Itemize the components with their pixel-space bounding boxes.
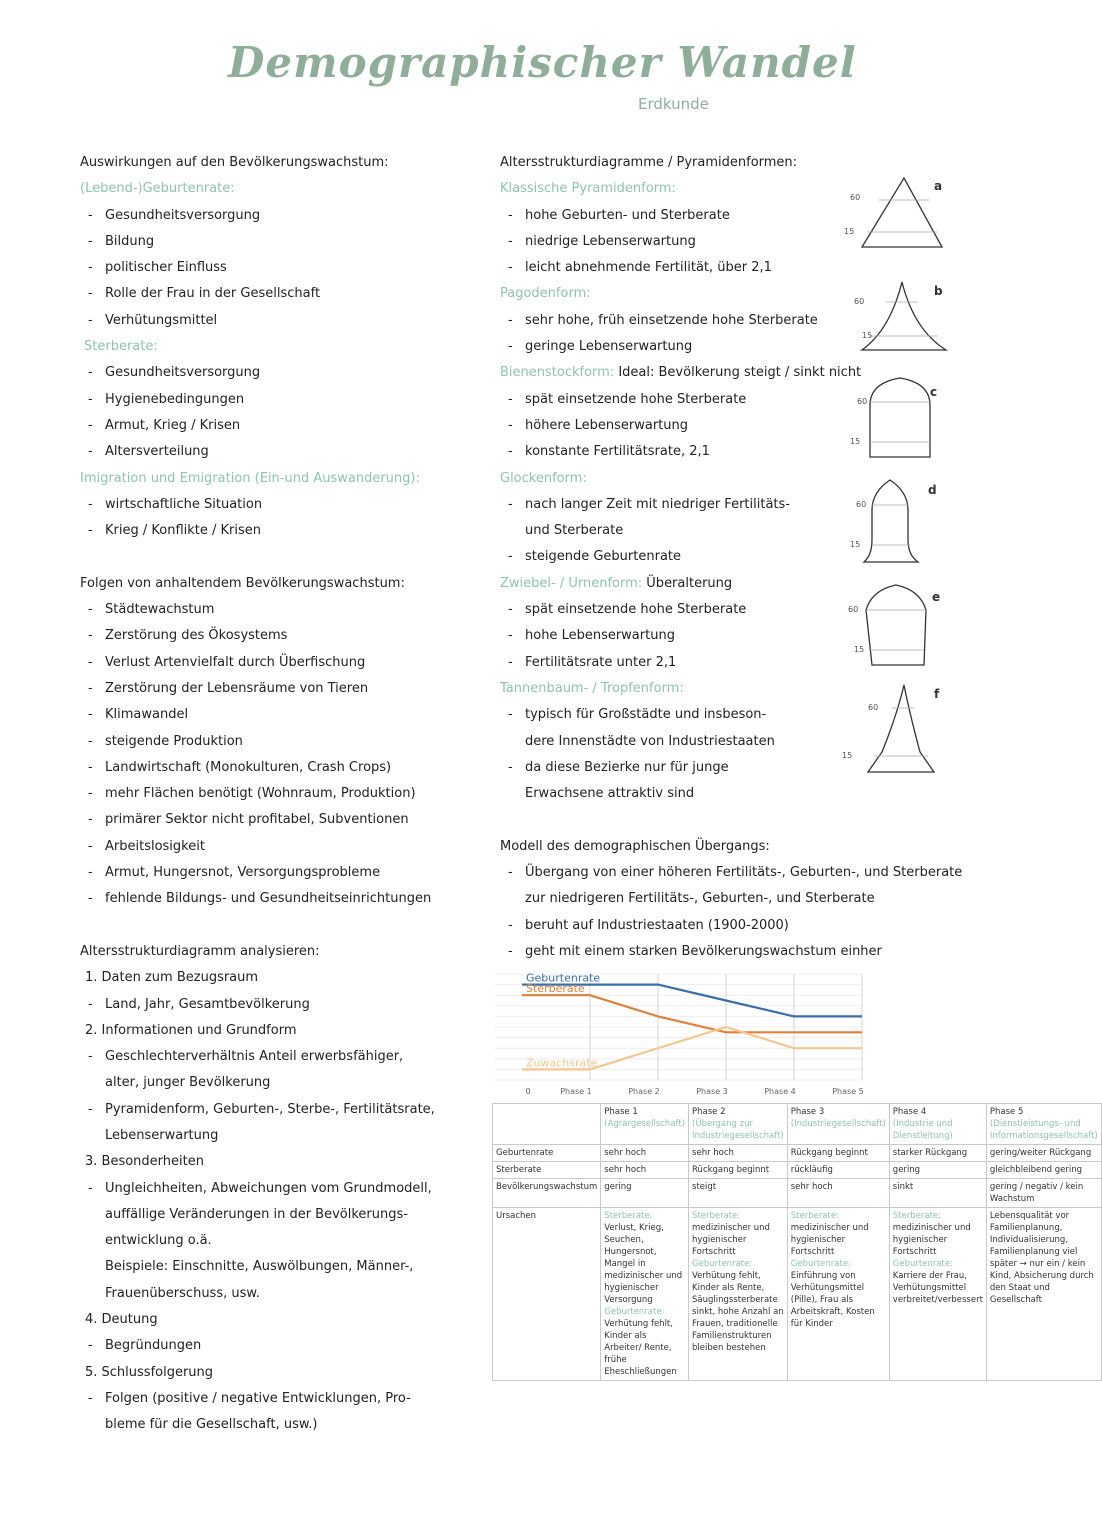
tick-15: 15 bbox=[842, 751, 853, 760]
table-row bbox=[493, 1162, 1102, 1179]
list-item: - Hygienebedingungen bbox=[80, 387, 480, 413]
list-item: - Folgen (positive / negative Entwicklungen, Pro- bbox=[80, 1386, 480, 1412]
list-item-continuation: dere Innenstädte von Industriestaaten bbox=[525, 733, 775, 749]
row-label: Bevölkerungswachstum bbox=[493, 1179, 601, 1208]
analyse-heading: Altersstrukturdiagramm analysieren: bbox=[80, 943, 320, 959]
list-item: - Zerstörung des Ökosystems bbox=[80, 623, 480, 649]
list-item: - Land, Jahr, Gesamtbevölkerung bbox=[80, 992, 480, 1018]
tick-60: 60 bbox=[854, 297, 865, 306]
auswirkungen-heading: Auswirkungen auf den Bevölkerungswachstum: bbox=[80, 155, 389, 170]
x-tick-label: Phase 4 bbox=[764, 1087, 796, 1096]
table-cell: steigt bbox=[689, 1179, 788, 1208]
list-item: - nach langer Zeit mit niedriger Fertilitäts- bbox=[500, 492, 1000, 518]
analyse-step: 3. Besonderheiten bbox=[85, 1154, 204, 1170]
x-tick-label: Phase 1 bbox=[560, 1087, 592, 1096]
sterberate-heading: Sterberate: bbox=[84, 339, 158, 355]
table-cell: sehr hoch bbox=[787, 1179, 889, 1208]
table-cell: Rückgang beginnt bbox=[787, 1145, 889, 1162]
list-item: - politischer Einfluss bbox=[80, 255, 480, 281]
list-item: - geht mit einem starken Bevölkerungswachstum einher bbox=[500, 939, 1000, 965]
phases-table bbox=[492, 1103, 1102, 1381]
list-item: - Klimawandel bbox=[80, 702, 480, 728]
tick-15: 15 bbox=[850, 540, 861, 549]
list-item: - Altersverteilung bbox=[80, 439, 480, 465]
table-cell: Rückgang beginnt bbox=[689, 1162, 788, 1179]
list-item: - Begründungen bbox=[80, 1333, 480, 1359]
list-item: - Fertilitätsrate unter 2,1 bbox=[500, 650, 1000, 676]
modell-heading: Modell des demographischen Übergangs: bbox=[500, 838, 770, 854]
table-cell: Sterberate: Verlust, Krieg, Seuchen, Hungersnot, Mangel in medizinischer und hygienischer Versorgung Geburtenrate: Verhütung fehlt, Kinder als Arbeiter/ Rente, frühe Eheschließungen bbox=[601, 1208, 689, 1381]
list-item: - Rolle der Frau in der Gesellschaft bbox=[80, 281, 480, 307]
list-item: - steigende Produktion bbox=[80, 729, 480, 755]
list-item: - Übergang von einer höheren Fertilitäts-, Geburten-, und Sterberate bbox=[500, 860, 1000, 886]
list-item: - Pyramidenform, Geburten-, Sterbe-, Fertilitätsrate, bbox=[80, 1097, 480, 1123]
shape-label-e: e bbox=[932, 590, 941, 604]
pyramid-shape-d bbox=[864, 480, 918, 562]
table-header-cell: Phase 2 (Übergang zur Industriegesellschaft) bbox=[689, 1104, 788, 1145]
glocke-heading: Glockenform: bbox=[500, 470, 587, 486]
table-cell: Sterberate: medizinischer und hygienischer Fortschritt Geburtenrate: Einführung von Verhütungsmittel (Pille), Frau als Arbeitskraft, Kosten für Kinder bbox=[787, 1208, 889, 1381]
table-row bbox=[493, 1145, 1102, 1162]
table-row bbox=[493, 1179, 1102, 1208]
pyramid-shapes bbox=[842, 170, 962, 790]
x-tick-label: Phase 5 bbox=[832, 1087, 864, 1096]
list-item: - Gesundheitsversorgung bbox=[80, 203, 480, 229]
klassisch-heading: Klassische Pyramidenform: bbox=[500, 181, 676, 197]
zwiebel-heading: Zwiebel- / Urnenform: bbox=[500, 575, 643, 591]
list-item: - primärer Sektor nicht profitabel, Subventionen bbox=[80, 807, 480, 833]
table-cell: sehr hoch bbox=[601, 1162, 689, 1179]
page-subtitle: Erdkunde bbox=[638, 95, 709, 113]
list-item-continuation: Frauenüberschuss, usw. bbox=[105, 1285, 260, 1301]
table-row-ursachen bbox=[493, 1208, 1102, 1381]
shape-label-b: b bbox=[934, 284, 943, 298]
list-item: - höhere Lebenserwartung bbox=[500, 413, 1000, 439]
list-item: - sehr hohe, früh einsetzende hohe Sterberate bbox=[500, 308, 1000, 334]
pyramid-shape-e bbox=[866, 585, 926, 665]
tick-15: 15 bbox=[850, 437, 861, 446]
list-item-continuation: Lebenserwartung bbox=[105, 1127, 219, 1143]
list-item-continuation: Erwachsene attraktiv sind bbox=[525, 786, 695, 802]
list-item: - Armut, Hungersnot, Versorgungsprobleme bbox=[80, 860, 480, 886]
tick-60: 60 bbox=[856, 500, 867, 509]
table-header-row bbox=[493, 1104, 1102, 1145]
table-cell: sehr hoch bbox=[601, 1145, 689, 1162]
list-item: - spät einsetzende hohe Sterberate bbox=[500, 387, 1000, 413]
analyse-step: 4. Deutung bbox=[85, 1312, 158, 1328]
list-item: - spät einsetzende hohe Sterberate bbox=[500, 597, 1000, 623]
list-item: - Verlust Artenvielfalt durch Überfischung bbox=[80, 650, 480, 676]
pyramiden-heading: Altersstrukturdiagramme / Pyramidenformen: bbox=[500, 155, 798, 170]
list-item-continuation: alter, junger Bevölkerung bbox=[105, 1075, 271, 1091]
list-item-continuation: entwicklung o.ä. bbox=[105, 1233, 212, 1249]
table-cell: sehr hoch bbox=[689, 1145, 788, 1162]
list-item-continuation: zur niedrigeren Fertilitäts-, Geburten-, und Sterberate bbox=[525, 891, 875, 907]
page-title: Demographischer Wandel bbox=[228, 38, 857, 87]
tanne-heading: Tannenbaum- / Tropfenform: bbox=[500, 680, 684, 696]
series-label: Zuwachsrate bbox=[526, 1056, 598, 1070]
tick-15: 15 bbox=[854, 645, 865, 654]
list-item: - mehr Flächen benötigt (Wohnraum, Produktion) bbox=[80, 781, 480, 807]
table-cell: gleichbleibend gering bbox=[986, 1162, 1101, 1179]
list-item: - Zerstörung der Lebensräume von Tieren bbox=[80, 676, 480, 702]
table-cell: rückläufig bbox=[787, 1162, 889, 1179]
table-cell: sinkt bbox=[889, 1179, 986, 1208]
shape-label-c: c bbox=[930, 385, 938, 399]
table-corner-cell bbox=[493, 1104, 601, 1145]
table-header-cell: Phase 3 (Industriegesellschaft) bbox=[787, 1104, 889, 1145]
list-item: - fehlende Bildungs- und Gesundheitseinrichtungen bbox=[80, 886, 480, 912]
list-item: - hohe Geburten- und Sterberate bbox=[500, 203, 1000, 229]
pyramid-shape-f bbox=[868, 685, 934, 772]
biene-heading: Bienenstockform: bbox=[500, 365, 615, 381]
tick-15: 15 bbox=[844, 227, 855, 236]
list-item: - typisch für Großstädte und insbeson- bbox=[500, 702, 1000, 728]
list-item: - geringe Lebenserwartung bbox=[500, 334, 1000, 360]
x-tick-label: Phase 2 bbox=[628, 1087, 660, 1096]
biene-note: Ideal: Bevölkerung steigt / sinkt nicht bbox=[618, 365, 862, 381]
list-item: - hohe Lebenserwartung bbox=[500, 623, 1000, 649]
tick-60: 60 bbox=[868, 703, 879, 712]
series-label: Geburtenrate bbox=[526, 971, 601, 985]
list-item-continuation: Beispiele: Einschnitte, Auswölbungen, Männer-, bbox=[105, 1259, 414, 1275]
folgen-heading: Folgen von anhaltendem Bevölkerungswachstum: bbox=[80, 575, 405, 591]
x-tick-label: 0 bbox=[525, 1087, 531, 1096]
table-cell: gering bbox=[889, 1162, 986, 1179]
list-item: - da diese Bezierke nur für junge bbox=[500, 755, 1000, 781]
list-item: - Landwirtschaft (Monokulturen, Crash Crops) bbox=[80, 755, 480, 781]
shape-label-a: a bbox=[934, 179, 943, 193]
tick-60: 60 bbox=[848, 605, 859, 614]
tick-60: 60 bbox=[850, 193, 861, 202]
list-item-continuation: auffällige Veränderungen in der Bevölkerungs- bbox=[105, 1206, 408, 1222]
list-item: - Städtewachstum bbox=[80, 597, 480, 623]
list-item: - wirtschaftliche Situation bbox=[80, 492, 480, 518]
list-item: - Ungleichheiten, Abweichungen vom Grundmodell, bbox=[80, 1176, 480, 1202]
table-cell: gering / negativ / kein Wachstum bbox=[986, 1179, 1101, 1208]
left-column bbox=[80, 150, 480, 1439]
table-cell: starker Rückgang bbox=[889, 1145, 986, 1162]
pagode-heading: Pagodenform: bbox=[500, 286, 591, 302]
list-item: - Geschlechterverhältnis Anteil erwerbsfähiger, bbox=[80, 1044, 480, 1070]
shape-label-d: d bbox=[928, 483, 937, 497]
tick-60: 60 bbox=[857, 397, 868, 406]
table-cell: Lebensqualität vor Familienplanung, Individualisierung, Familienplanung viel später → nur ein / kein Kind, Absicherung durch den Staat und Gesellschaft bbox=[986, 1208, 1101, 1381]
list-item: - Arbeitslosigkeit bbox=[80, 834, 480, 860]
table-cell: gering bbox=[601, 1179, 689, 1208]
list-item: - Gesundheitsversorgung bbox=[80, 360, 480, 386]
list-item: - Verhütungsmittel bbox=[80, 308, 480, 334]
list-item-continuation: und Sterberate bbox=[525, 523, 624, 539]
migration-heading: Imigration und Emigration (Ein-und Auswanderung): bbox=[80, 470, 420, 486]
row-label: Ursachen bbox=[493, 1208, 601, 1381]
list-item: - konstante Fertilitätsrate, 2,1 bbox=[500, 439, 1000, 465]
list-item: - leicht abnehmende Fertilität, über 2,1 bbox=[500, 255, 1000, 281]
table-cell: Sterberate: medizinischer und hygienischer Fortschritt Geburtenrate: Karriere der Frau, Verhütungsmittel verbreitet/verbessert bbox=[889, 1208, 986, 1381]
pyramid-shape-a bbox=[862, 178, 942, 247]
geburtenrate-heading: (Lebend-)Geburtenrate: bbox=[80, 181, 235, 197]
table-header-cell: Phase 4 (Industrie und Dienstleitung) bbox=[889, 1104, 986, 1145]
list-item: - Armut, Krieg / Krisen bbox=[80, 413, 480, 439]
list-item: - beruht auf Industriestaaten (1900-2000) bbox=[500, 913, 1000, 939]
series-label: Sterberate bbox=[526, 982, 585, 996]
list-item: - Krieg / Konflikte / Krisen bbox=[80, 518, 480, 544]
x-tick-label: Phase 3 bbox=[696, 1087, 728, 1096]
tick-15: 15 bbox=[862, 331, 873, 340]
list-item: - niedrige Lebenserwartung bbox=[500, 229, 1000, 255]
analyse-step: 2. Informationen und Grundform bbox=[85, 1022, 297, 1038]
list-item: - steigende Geburtenrate bbox=[500, 544, 1000, 570]
zwiebel-note: Überalterung bbox=[646, 575, 733, 591]
shape-label-f: f bbox=[934, 687, 940, 701]
table-header-cell: Phase 5 (Dienstleistungs- und Informationsgesellschaft) bbox=[986, 1104, 1101, 1145]
row-label: Sterberate bbox=[493, 1162, 601, 1179]
demographic-transition-chart bbox=[494, 968, 866, 1100]
analyse-step: 5. Schlussfolgerung bbox=[85, 1364, 214, 1380]
table-cell: Sterberate: medizinischer und hygienischer Fortschritt Geburtenrate: Verhütung fehlt, Kinder als Rente, Säuglingssterberate sinkt, hohe Anzahl an Frauen, traditionelle Familienstrukturen bleiben bestehen bbox=[689, 1208, 788, 1381]
analyse-step: 1. Daten zum Bezugsraum bbox=[85, 970, 259, 986]
row-label: Geburtenrate bbox=[493, 1145, 601, 1162]
table-cell: gering/weiter Rückgang bbox=[986, 1145, 1101, 1162]
pyramid-shape-c bbox=[870, 378, 930, 457]
list-item-continuation: bleme für die Gesellschaft, usw.) bbox=[105, 1417, 318, 1433]
list-item: - Bildung bbox=[80, 229, 480, 255]
table-header-cell: Phase 1 (Agrargesellschaft) bbox=[601, 1104, 689, 1145]
